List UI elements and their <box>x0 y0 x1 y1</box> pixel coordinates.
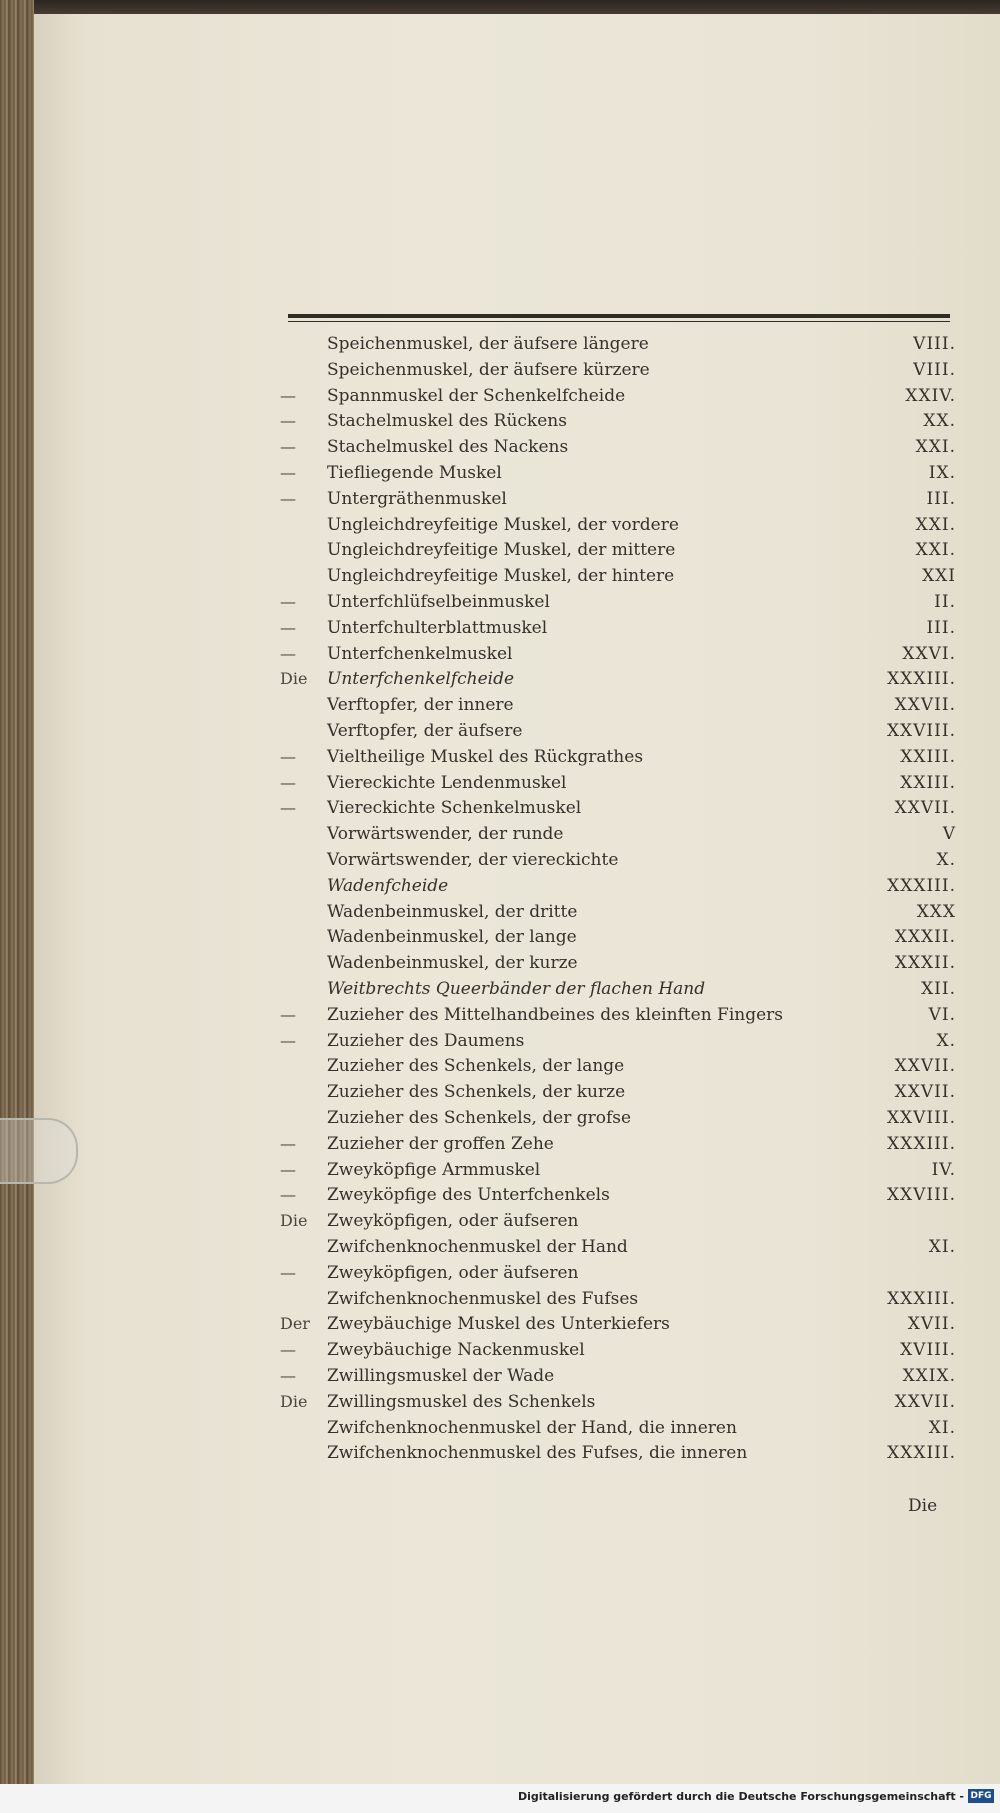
index-entry <box>280 666 956 692</box>
entry-prefix: — <box>280 463 296 482</box>
index-entry <box>280 950 956 976</box>
entry-plate-ref: XII. <box>921 979 956 999</box>
entry-term: Zuzieher des Schenkels, der kurze <box>327 1082 626 1103</box>
index-entry <box>280 1131 956 1157</box>
entry-plate-ref: XXXIII. <box>887 1443 956 1464</box>
entry-plate-ref: VIII. <box>913 359 956 380</box>
entry-term: Zuzieher des Daumens <box>327 1030 525 1051</box>
index-entry <box>280 692 956 718</box>
entry-term: Unterfchenkelmuskel <box>327 643 513 664</box>
index-entry <box>280 1234 956 1260</box>
entry-prefix: — <box>280 1262 296 1282</box>
entry-plate-ref: XXIX. <box>902 1366 956 1386</box>
entry-term: Zwillingsmuskel des Schenkels <box>327 1391 596 1412</box>
entry-prefix: Die <box>280 669 308 689</box>
entry-plate-ref: XXVII. <box>894 695 956 716</box>
index-entry <box>280 1286 956 1312</box>
entry-plate-ref: XXVI. <box>902 643 956 664</box>
entry-plate-ref: XXX <box>916 901 956 922</box>
entry-plate-ref: XXXIII. <box>887 1288 956 1309</box>
index-entry <box>280 434 956 460</box>
index-entry <box>280 1363 956 1389</box>
entry-prefix: — <box>280 1366 296 1385</box>
entry-prefix: — <box>280 1159 296 1179</box>
entry-plate-ref: IV. <box>931 1159 956 1180</box>
entry-prefix: — <box>280 617 296 637</box>
index-entry <box>280 1182 956 1208</box>
entry-plate-ref: XXIV. <box>905 385 956 406</box>
index-entry <box>280 563 956 589</box>
entry-plate-ref: XXXIII. <box>887 669 956 690</box>
entry-plate-ref: XXI. <box>915 540 956 561</box>
entry-prefix: — <box>280 411 296 431</box>
entry-term: Zwifchenknochenmuskel des Fufses, die inneren <box>327 1443 748 1464</box>
index-entry <box>280 1053 956 1079</box>
entry-term: Verftopfer, der äufsere <box>327 721 523 741</box>
entry-plate-ref: XXI. <box>915 437 956 458</box>
entry-term: Vorwärtswender, der runde <box>327 824 564 845</box>
entry-prefix: — <box>280 643 296 663</box>
index-entry <box>280 847 956 873</box>
entry-term: Wadenfcheide <box>327 875 449 896</box>
entry-term: Speichenmuskel, der äufsere kürzere <box>327 359 650 380</box>
index-entry <box>280 924 956 950</box>
entry-prefix: — <box>280 385 296 405</box>
index-entry <box>280 537 956 563</box>
index-entry <box>280 383 956 409</box>
dfg-logo-icon: DFG <box>968 1789 994 1803</box>
entry-plate-ref: III. <box>926 617 956 638</box>
entry-term: Ungleichdreyfeitige Muskel, der vordere <box>327 514 679 535</box>
entry-term: Zuzieher des Schenkels, der lange <box>327 1056 625 1077</box>
entry-plate-ref: XXVIII. <box>886 721 956 741</box>
index-entry <box>280 1337 956 1363</box>
entry-term: Ungleichdreyfeitige Muskel, der mittere <box>327 540 676 561</box>
index-entry <box>280 1028 956 1054</box>
index-entry <box>280 1260 956 1286</box>
entry-plate-ref: XXVIII. <box>886 1108 956 1128</box>
entry-term: Zwillingsmuskel der Wade <box>327 1366 555 1386</box>
entry-plate-ref: XXI. <box>915 514 956 535</box>
index-entry <box>280 899 956 925</box>
entry-term: Zweybäuchige Nackenmuskel <box>327 1340 585 1361</box>
index-entry <box>280 1157 956 1183</box>
entry-prefix: — <box>280 1133 296 1153</box>
entry-term: Wadenbeinmuskel, der dritte <box>327 901 578 922</box>
entry-term: Zuzieher des Mittelhandbeines des kleinften Fingers <box>327 1004 784 1025</box>
index-entry <box>280 1311 956 1337</box>
entry-prefix: Die <box>280 1211 308 1231</box>
index-entry <box>280 1079 956 1105</box>
entry-prefix: — <box>280 437 296 457</box>
index-entry <box>280 718 956 744</box>
entry-prefix: — <box>280 1340 296 1360</box>
entry-plate-ref: XXXII. <box>894 953 956 974</box>
entry-plate-ref: XXVII. <box>894 1391 956 1412</box>
entry-plate-ref: XI. <box>928 1237 956 1257</box>
entry-plate-ref: XXVIII. <box>886 1185 956 1206</box>
entry-plate-ref: XXXIII. <box>887 1133 956 1154</box>
entry-prefix: Der <box>280 1314 310 1334</box>
entry-plate-ref: XXVII. <box>894 1056 956 1077</box>
index-entry <box>280 1440 956 1466</box>
entry-prefix: — <box>280 1004 296 1024</box>
entry-prefix: — <box>280 592 296 611</box>
entry-term: Verftopfer, der innere <box>327 695 514 716</box>
entry-plate-ref: XXXII. <box>894 927 956 948</box>
entry-term: Viereckichte Lendenmuskel <box>327 772 567 793</box>
index-entry <box>280 460 956 486</box>
entry-prefix: — <box>280 772 296 792</box>
index-entry <box>280 1208 956 1234</box>
entry-plate-ref: XVIII. <box>900 1340 956 1361</box>
entry-term: Unterfchenkelfcheide <box>327 669 515 690</box>
entry-prefix: — <box>280 798 296 818</box>
entry-term: Untergräthenmuskel <box>327 488 507 509</box>
index-entry <box>280 873 956 899</box>
footer-credit: Digitalisierung gefördert durch die Deutsche Forschungsgemeinschaft - <box>517 1790 964 1803</box>
entry-plate-ref: XXVII. <box>894 798 956 819</box>
entry-term: Zwifchenknochenmuskel des Fufses <box>327 1288 639 1309</box>
index-entry <box>280 1002 956 1028</box>
entry-term: Zwifchenknochenmuskel der Hand, die inneren <box>327 1417 737 1438</box>
index-entry <box>280 512 956 538</box>
index-entry <box>280 615 956 641</box>
entry-term: Zweybäuchige Muskel des Unterkiefers <box>327 1314 670 1335</box>
entry-term: Zweyköpfigen, oder äufseren <box>327 1262 579 1283</box>
entry-term: Wadenbeinmuskel, der kurze <box>327 953 578 974</box>
index-entry <box>280 976 956 1002</box>
entry-plate-ref: XX. <box>923 411 956 432</box>
index-entry <box>280 408 956 434</box>
entry-plate-ref: VI. <box>928 1004 956 1025</box>
entry-plate-ref: X. <box>936 1030 956 1051</box>
index-entry <box>280 1389 956 1415</box>
index-entry <box>280 795 956 821</box>
index-entry <box>280 357 956 383</box>
index-entry <box>280 331 956 357</box>
entry-prefix: — <box>280 746 296 766</box>
entry-term: Zweyköpfigen, oder äufseren <box>327 1211 579 1232</box>
footer-bar <box>0 1784 1000 1813</box>
index-entry <box>280 1415 956 1441</box>
entry-term: Weitbrechts Queerbänder der flachen Hand <box>327 979 706 999</box>
index-entry <box>280 770 956 796</box>
entry-term: Speichenmuskel, der äufsere längere <box>327 334 649 354</box>
catchword: Die <box>908 1496 938 1516</box>
entry-term: Unterfchlüfselbeinmuskel <box>327 592 550 612</box>
index-entry <box>280 641 956 667</box>
index-entry <box>280 1105 956 1131</box>
entry-plate-ref: III. <box>926 488 956 509</box>
entry-term: Zuzieher der groffen Zehe <box>327 1133 554 1154</box>
entry-term: Ungleichdreyfeitige Muskel, der hintere <box>327 566 675 587</box>
index-entry <box>280 821 956 847</box>
entry-plate-ref: XXXIII. <box>887 875 956 896</box>
entry-plate-ref: VIII. <box>913 334 956 354</box>
entry-plate-ref: XXI <box>922 566 956 587</box>
entry-plate-ref: IX. <box>928 463 956 483</box>
entry-plate-ref: XVII. <box>907 1314 956 1335</box>
entry-prefix: Die <box>280 1391 308 1411</box>
entry-term: Vieltheilige Muskel des Rückgrathes <box>327 746 644 767</box>
index-entry <box>280 744 956 770</box>
entry-term: Viereckichte Schenkelmuskel <box>327 798 582 819</box>
entry-plate-ref: II. <box>934 592 956 612</box>
entry-plate-ref: XXIII. <box>900 746 956 767</box>
entry-prefix: — <box>280 488 296 508</box>
entry-term: Spannmuskel der Schenkelfcheide <box>327 385 626 406</box>
entry-term: Zweyköpfige Armmuskel <box>327 1159 541 1180</box>
entry-plate-ref: X. <box>936 850 956 870</box>
entry-term: Unterfchulterblattmuskel <box>327 617 548 638</box>
entry-term: Zuzieher des Schenkels, der grofse <box>327 1108 632 1128</box>
index-entry <box>280 589 956 615</box>
entry-plate-ref: XI. <box>928 1417 956 1438</box>
entry-term: Tiefliegende Muskel <box>327 463 502 483</box>
entry-term: Stachelmuskel des Rückens <box>327 411 567 432</box>
entry-plate-ref: V <box>942 824 956 845</box>
entry-term: Zweyköpfige des Unterfchenkels <box>327 1185 610 1206</box>
entry-term: Stachelmuskel des Nackens <box>327 437 569 458</box>
entry-term: Zwifchenknochenmuskel der Hand <box>327 1237 628 1257</box>
entry-term: Vorwärtswender, der viereckichte <box>327 850 619 870</box>
index-entry <box>280 486 956 512</box>
entry-plate-ref: XXVII. <box>894 1082 956 1103</box>
entry-term: Wadenbeinmuskel, der lange <box>327 927 577 948</box>
entry-plate-ref: XXIII. <box>900 772 956 793</box>
entry-prefix: — <box>280 1030 296 1050</box>
entry-prefix: — <box>280 1185 296 1205</box>
